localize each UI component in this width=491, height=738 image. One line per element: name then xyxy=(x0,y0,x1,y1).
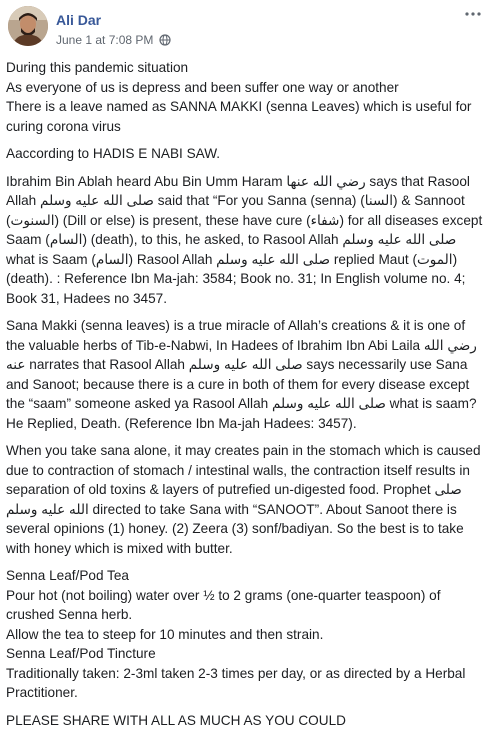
author-avatar[interactable] xyxy=(8,6,48,46)
post-header xyxy=(8,6,483,50)
post-paragraph-usage: When you take sana alone, it may creates pain in the stomach which is caused due to contraction of stomach / intestinal walls, the contraction itself results in separation of old toxins & layers of putrefied un-digested food. Prophet صلى الله عليه وسلم directed to take Sana with “SANOOT”. About Sanoot there is several opinions (1) honey. (2) Zeera (3) sonf/badiyan. So the best is to take with honey which is mixed with butter. xyxy=(6,443,481,556)
post-body xyxy=(6,58,484,738)
post-paragraph-preparation: Senna Leaf/Pod Tea Pour hot (not boiling) water over ½ to 2 grams (one-quarter teaspoon) of crushed Senna herb. Allow the tea to steep for 10 minutes and then strain. Senna Leaf/Pod Tincture Traditionally taken: 2-3ml taken 2-3 times per day, or as directed by a Herbal Practitioner. xyxy=(6,568,466,700)
post-paragraph-share: PLEASE SHARE WITH ALL AS MUCH AS YOU COULD xyxy=(6,712,346,728)
post-paragraph-hadis-heading: Aaccording to HADIS E NABI SAW. xyxy=(6,146,221,161)
more-horizontal-icon[interactable] xyxy=(465,6,481,20)
post-paragraph-intro: During this pandemic situation As everyone of us is depress and been suffer one way or another There is a leave named as SANNA MAKKI (senna Leaves) which is useful for curing corona virus xyxy=(6,60,472,134)
author-name[interactable]: Ali Dar xyxy=(56,12,102,28)
post-timestamp[interactable]: June 1 at 7:08 PM xyxy=(56,33,154,47)
post-meta xyxy=(56,33,171,49)
post-paragraph-sana-makki: Sana Makki (senna leaves) is a true miracle of Allah’s creations & it is one of the valuable herbs of Tib-e-Nabwi, In Hadees of Ibrahim Ibn Abi Laila رضي الله عنه narrates that Rasool Allah صلى الله عليه وسلم says necessarily use Sana and Sanoot; because there is a cure in both of them for every disease except the “saam” someone asked ya Rasool Allah صلى الله عليه وسلم what is saam? He Replied, Death. (Reference Ibn Ma-jah Hadees: 3457). xyxy=(6,318,477,431)
globe-icon xyxy=(159,34,171,49)
post-paragraph-hadis-reference: Ibrahim Bin Ablah heard Abu Bin Umm Haram رضي الله عنها says that Rasool Allah صلى الله عليه وسلم said that “For you Sanna (senna) (السنا) & Sannoot (السنوت) (Dill or else) is present, these have cure (شفاء) for all diseases except Saam (السام) (death), to this, he asked, to Rasool Allah صلى الله عليه وسلم what is Saam (السام) Rasool Allah صلى الله عليه وسلم replied Maut (الموت) (death). : Reference Ibn Ma-jah: 3584; Book no. 31; In English volume no. 4; Book 31, Hadees no 3457. xyxy=(6,173,483,306)
